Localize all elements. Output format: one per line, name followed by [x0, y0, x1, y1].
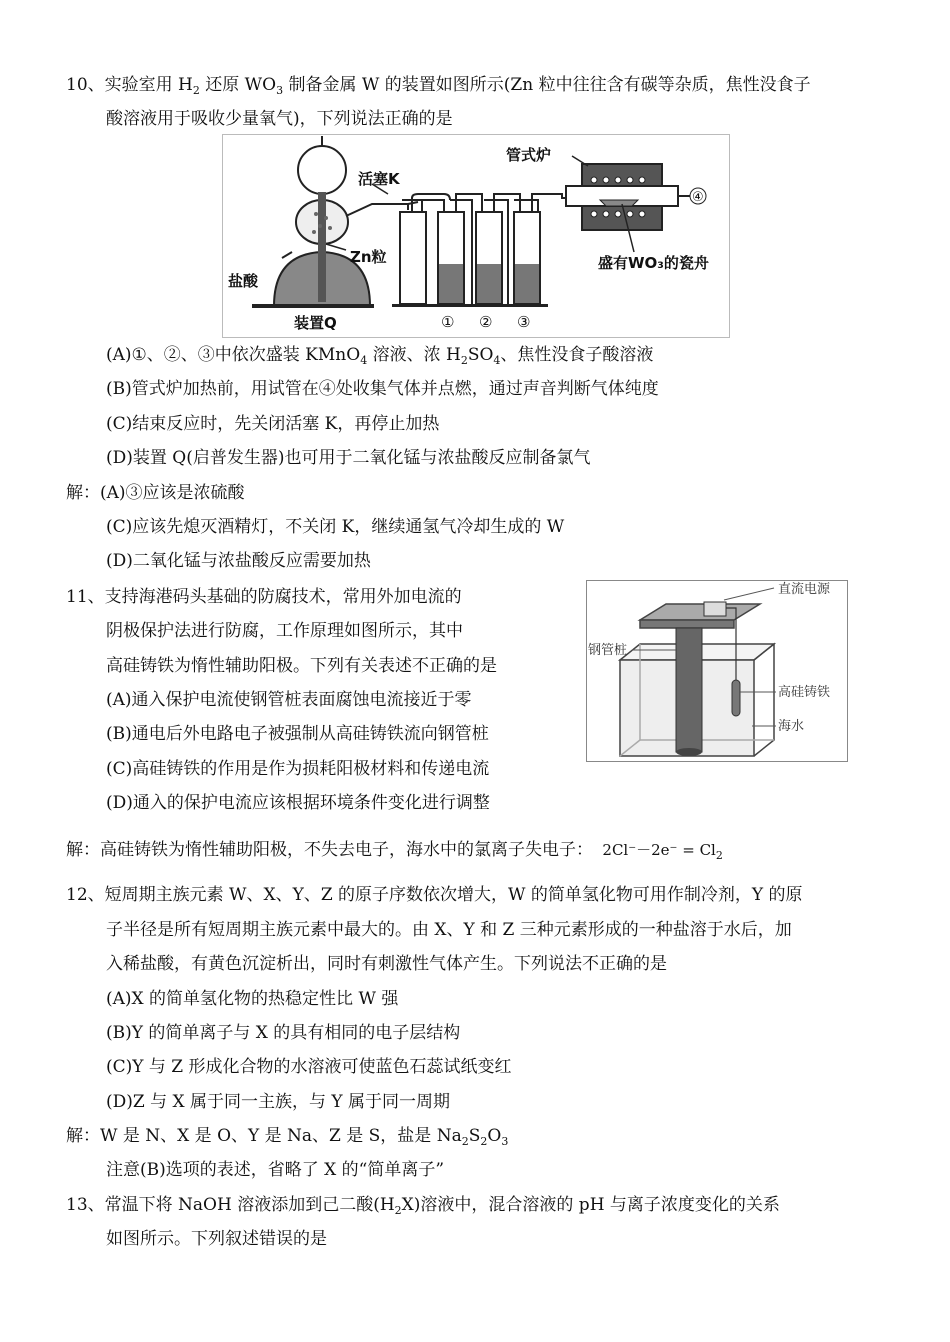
label-guanshilu: 管式炉	[506, 146, 552, 164]
q11-stem-line1: 11、支持海港码头基础的防腐技术，常用外加电流的	[66, 587, 462, 607]
label-cizhou: 盛有WO₃的瓷舟	[598, 254, 709, 272]
q12-option-c: (C)Y 与 Z 形成化合物的水溶液可使蓝色石蕊试纸变红	[106, 1057, 512, 1077]
q10-option-b: (B)管式炉加热前，用试管在④处收集气体并点燃，通过声音判断气体纯度	[106, 379, 659, 399]
q11-stem-line2: 阴极保护法进行防腐，工作原理如图所示，其中	[106, 621, 463, 641]
label-bottle-3: ③	[517, 313, 531, 331]
q10-stem-line1: 10、实验室用 $H_2$ 还原 $WO_3$ 制备金属 W 的装置如图所示(Zn 粒中往往含有碳等杂质，焦性没食子	[66, 75, 811, 97]
label-bottle-2: ②	[479, 313, 493, 331]
q10-stem-line2: 酸溶液用于吸收少量氧气)，下列说法正确的是	[106, 109, 453, 129]
q13-stem-line2: 如图所示。下列叙述错误的是	[106, 1229, 327, 1249]
label-seawater: 海水	[778, 719, 805, 734]
q10-option-a: (A)①、②、③中依次盛装 KMnO$_4$ 溶液、浓 $H_2SO_4$、焦性没食子酸溶液	[106, 345, 654, 367]
q11-option-b: (B)通电后外电路电子被强制从高硅铸铁流向钢管桩	[106, 724, 489, 744]
q11-cathodic-protection-figure	[586, 580, 848, 762]
q10-solution-2: (C)应该先熄灭酒精灯，不关闭 K，继续通氢气冷却生成的 W	[106, 517, 565, 537]
q11-option-c: (C)高硅铸铁的作用是作为损耗阳极材料和传递电流	[106, 759, 490, 779]
q12-solution-2: 注意(B)选项的表述，省略了 X 的“简单离子”	[106, 1160, 445, 1180]
q10-apparatus-figure	[222, 134, 730, 338]
q10-option-c: (C)结束反应时，先关闭活塞 K，再停止加热	[106, 414, 440, 434]
label-zn: Zn粒	[350, 248, 387, 266]
q11-option-d: (D)通入的保护电流应该根据环境条件变化进行调整	[106, 793, 490, 813]
q12-option-d: (D)Z 与 X 属于同一主族，与 Y 属于同一周期	[106, 1092, 451, 1112]
q10-solution-1: 解：(A)③应该是浓硫酸	[66, 483, 245, 503]
q12-option-b: (B)Y 的简单离子与 X 的具有相同的电子层结构	[106, 1023, 461, 1043]
kipp-generator-drawing	[274, 136, 370, 306]
q11-stem-line3: 高硅铸铁为惰性辅助阳极。下列有关表述不正确的是	[106, 656, 497, 676]
label-yansuan: 盐酸	[228, 272, 259, 290]
q12-option-a: (A)X 的简单氢化物的热稳定性比 W 强	[106, 989, 399, 1009]
q11-solution: 解：高硅铸铁为惰性辅助阳极，不失去电子，海水中的氯离子失电子： $2Cl^--2e^- = Cl_2$	[66, 840, 723, 862]
label-steel-pile: 钢管桩	[588, 643, 628, 658]
label-huosai: 活塞K	[358, 170, 400, 188]
q12-solution-1: 解：W 是 N、X 是 O、Y 是 Na、Z 是 S，盐是 $Na_2S_2O_3$	[66, 1126, 509, 1148]
label-outlet-4: ④	[692, 190, 704, 205]
q13-stem-line1: 13、常温下将 NaOH 溶液添加到己二酸$(H_2X)$溶液中，混合溶液的 pH 与离子浓度变化的关系	[66, 1195, 780, 1217]
label-bottle-1: ①	[441, 313, 455, 331]
q12-stem-line1: 12、短周期主族元素 W、X、Y、Z 的原子序数依次增大，W 的简单氢化物可用作制冷剂，Y 的原	[66, 885, 803, 905]
label-zhuangzhi: 装置Q	[294, 314, 337, 332]
q10-solution-3: (D)二氧化锰与浓盐酸反应需要加热	[106, 551, 371, 571]
q10-option-d: (D)装置 Q(启普发生器)也可用于二氧化锰与浓盐酸反应制备氯气	[106, 448, 591, 468]
q12-stem-line2: 子半径是所有短周期主族元素中最大的。由 X、Y 和 Z 三种元素形成的一种盐溶于水后，加	[106, 920, 792, 940]
label-si-iron: 高硅铸铁	[778, 685, 831, 700]
q12-stem-line3: 入稀盐酸，有黄色沉淀析出，同时有刺激性气体产生。下列说法不正确的是	[106, 954, 667, 974]
label-power-source: 直流电源	[778, 582, 831, 597]
q11-option-a: (A)通入保护电流使钢管桩表面腐蚀电流接近于零	[106, 690, 472, 710]
